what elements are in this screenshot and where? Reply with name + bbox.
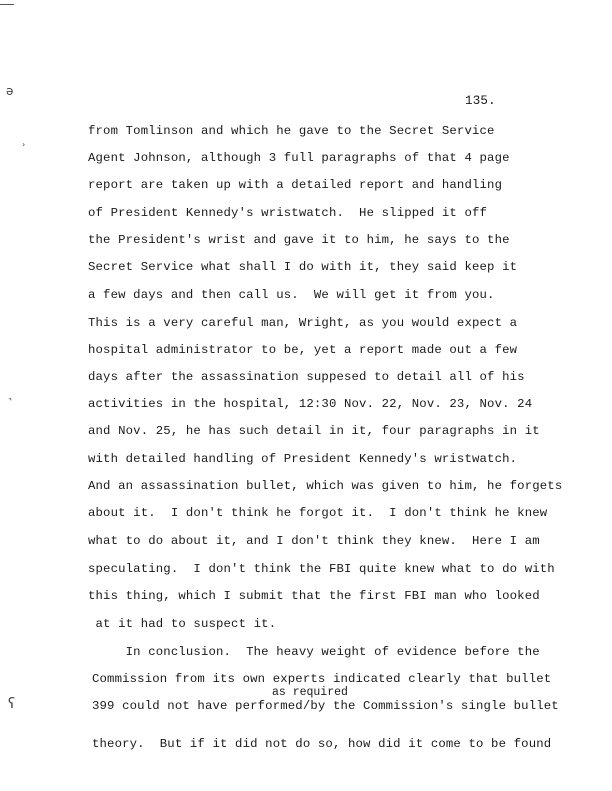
text-line-2: Agent Johnson, although 3 full paragraphs of that 4 page [88,151,510,165]
text-line-14: And an assassination bullet, which was given to him, he forgets [88,479,563,493]
text-line-22: 399 could not have performed/by the Commission's single bullet [92,699,559,713]
margin-curl-mark: ʕ [8,696,16,712]
text-line-21: Commission from its own experts indicated clearly that bullet [92,672,552,686]
text-line-13: with detailed handling of President Kennedy's wristwatch. [88,452,518,466]
hole-punch-mark: ǝ [6,84,14,98]
corner-line-mark [0,4,14,5]
text-line-19: at it had to suspect it. [88,617,277,631]
margin-dot-mark: › [22,140,26,149]
text-line-8: This is a very careful man, Wright, as you would expect a [88,316,518,330]
text-line-17: speculating. I don't think the FBI quite knew what to do with [88,562,555,576]
text-line-16: what to do about it, and I don't think they knew. Here I am [88,534,540,548]
text-line-15: about it. I don't think he forgot it. I don't think he knew [88,506,548,520]
text-line-20: In conclusion. The heavy weight of evidence before the [88,645,540,659]
text-line-4: of President Kennedy's wristwatch. He slipped it off [88,206,488,220]
text-line-12: and Nov. 25, he has such detail in it, four paragraphs in it [88,424,540,438]
text-line-6: Secret Service what shall I do with it, they said keep it [88,260,518,274]
handwritten-insertion: as required [272,686,348,699]
text-line-18: this thing, which I submit that the first FBI man who looked [88,589,540,603]
page-number: 135. [465,94,496,108]
text-line-9: hospital administrator to be, yet a report made out a few [88,343,518,357]
margin-hook-mark: ˺ [8,396,12,410]
text-line-7: a few days and then call us. We will get it from you. [88,288,495,302]
text-line-10: days after the assassination suppesed to detail all of his [88,370,525,384]
text-line-23: theory. But if it did not do so, how did it come to be found [92,737,552,751]
text-line-5: the President's wrist and gave it to him, he says to the [88,233,510,247]
text-line-11: activities in the hospital, 12:30 Nov. 22, Nov. 23, Nov. 24 [88,397,533,411]
text-line-1: from Tomlinson and which he gave to the Secret Service [88,124,495,138]
text-line-3: report are taken up with a detailed report and handling [88,178,503,192]
